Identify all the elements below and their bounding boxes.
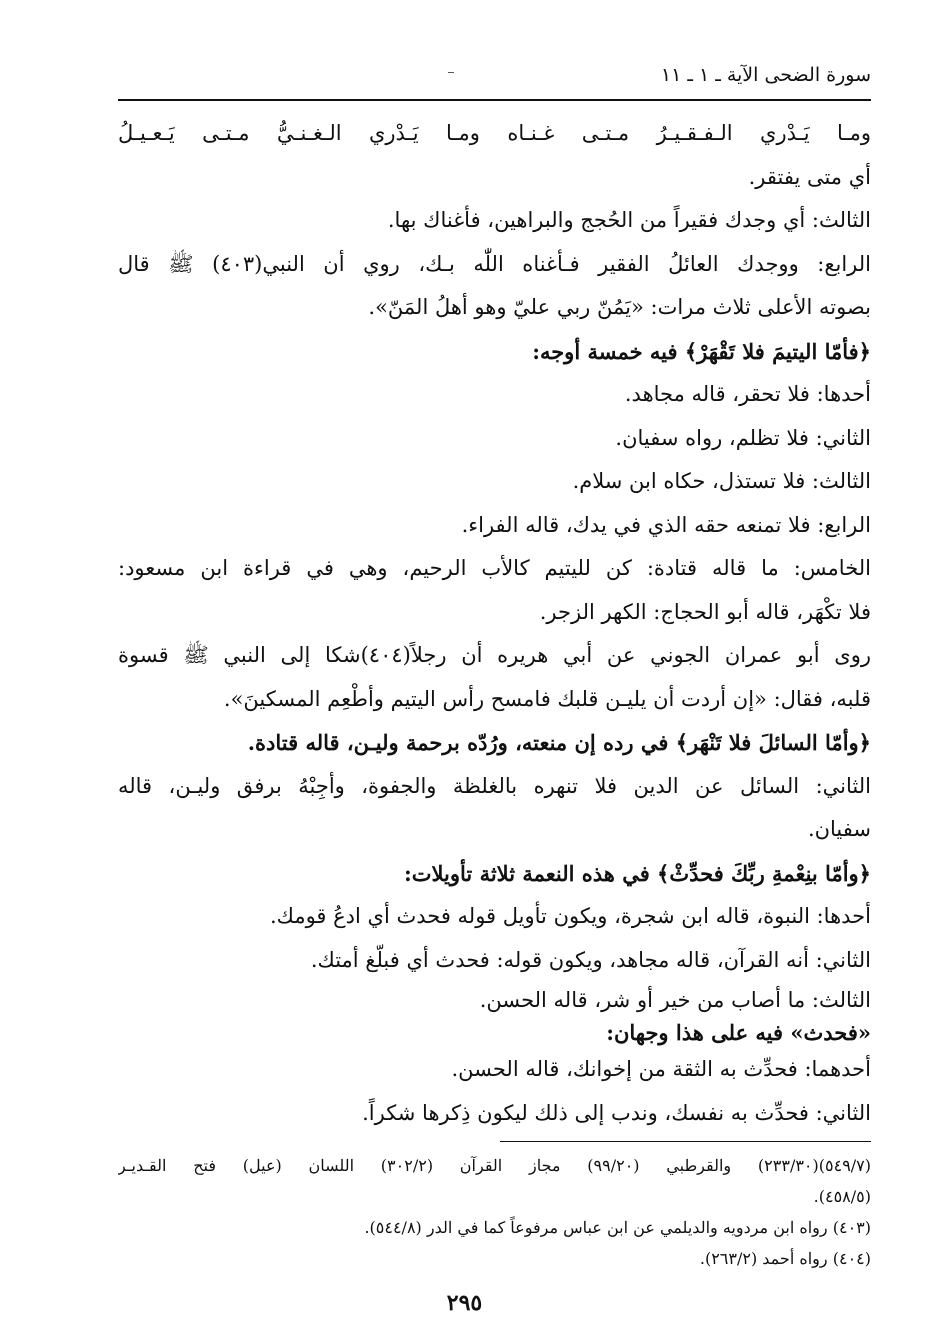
- text-line: الثالث: أي وجدك فقيراً من الحُجج والبراهين، فأغناك بها.: [387, 208, 871, 232]
- text-line: الثالث: ما أصاب من خير أو شر، قاله الحسن.: [479, 988, 871, 1012]
- text-line: أحدها: النبوة، قاله ابن شجرة، ويكون تأويل قوله فحدث أي ادعُ قومك.: [269, 904, 871, 928]
- page-number: ٢٩٥: [446, 1290, 483, 1316]
- text-line: الثاني: السائل عن الدين فلا تنهره بالغلظة والجفوة، وأجِبْهُ برفق وليـن، قاله: [118, 773, 871, 798]
- poetry-verse: ومـا يَـدْري الـفـقـيـرُ مـتـى غـنـاه ومـا يَـدْري الـغـنـيُّ مـتـى يَـعـيـلُ: [118, 121, 871, 145]
- text-line: أي متى يفتقر.: [748, 164, 871, 189]
- text-line: سفيان.: [807, 817, 871, 841]
- running-header: سورة الضحى الآية ـ ١ ـ ١١: [660, 64, 871, 86]
- text-line: الرابع: فلا تمنعه حقه الذي في يدك، قاله الفراء.: [461, 512, 871, 537]
- verse-heading: ﴿فأمّا اليتيمَ فلا تَقْهَرْ﴾ فيه خمسة أوجه:: [532, 338, 871, 364]
- footnote-line: (٤٥٨/٥).: [813, 1187, 871, 1206]
- text-line: الخامس: ما قاله قتادة: كن لليتيم كالأب الرحيم، وهي في قراءة ابن مسعود:: [118, 556, 871, 580]
- text-line: الثاني: أنه القرآن، قاله مجاهد، ويكون قوله: فحدث أي فبلّغ أمتك.: [310, 947, 871, 972]
- text-line: الثاني: فحدِّث به نفسك، وندب إلى ذلك ليكون ذِكرها شكراً.: [362, 1100, 871, 1125]
- footnote-rule: [500, 1141, 871, 1142]
- text-line: أحدها: فلا تحقر، قاله مجاهد.: [624, 382, 871, 406]
- footnote-line: (٤٠٣) رواه ابن مردويه والديلمي عن ابن عباس مرفوعاً كما في الدر (٥٤٤/٨).: [364, 1218, 871, 1237]
- verse-heading: ﴿وأمّا السائلَ فلا تَنْهَر﴾ في رده إن منعته، ورُدّه برحمة وليـن، قاله قتادة.: [247, 730, 871, 755]
- text-line: «فحدث» فيه على هذا وجهان:: [606, 1020, 871, 1045]
- text-line: الثالث: فلا تستذل، حكاه ابن سلام.: [572, 469, 871, 493]
- text-line: بصوته الأعلى ثلاث مرات: «يَمُنّ ربي عليّ وهو أهلُ المَنّ».: [368, 295, 871, 319]
- footnotes: [118, 1150, 871, 1274]
- footnote-line: (٤٠٤) رواه أحمد (٢٦٣/٢).: [699, 1249, 871, 1268]
- text-line: روى أبو عمران الجوني عن أبي هريره أن رجلاً(٤٠٤)شكا إلى النبي ﷺ قسوة: [118, 643, 871, 667]
- text-line: قلبه، فقال: «إن أردت أن يليـن قلبك فامسح رأس اليتيم وأطْعِم المسكينَ».: [223, 686, 871, 711]
- footnote-line: (٥٤٩/٧)(٢٣٣/٣٠) والقرطبي (٩٩/٢٠) مجاز القرآن (٣٠٢/٢) اللسان (عيل) فتح القـديـر: [118, 1156, 871, 1175]
- text-line: أحدهما: فحدِّث به الثقة من إخوانك، قاله الحسن.: [451, 1057, 871, 1081]
- text-line: الثاني: فلا تظلم، رواه سفيان.: [615, 425, 871, 450]
- main-text: [118, 112, 871, 1135]
- verse-heading: ﴿وأمّا بنِعْمةِ ربِّكَ فحدِّثْ﴾ في هذه النعمة ثلاثة تأويلات:: [403, 860, 871, 886]
- text-line: الرابع: ووجدك العائلُ الفقير فـأغناه اللّٰه بـك، روي أن النبي(٤٠٣) ﷺ قال: [118, 251, 871, 276]
- header-rule: [118, 99, 871, 101]
- header-mark: [448, 72, 454, 73]
- text-line: فلا تكْهَر، قاله أبو الحجاج: الكهر الزجر.: [539, 599, 871, 624]
